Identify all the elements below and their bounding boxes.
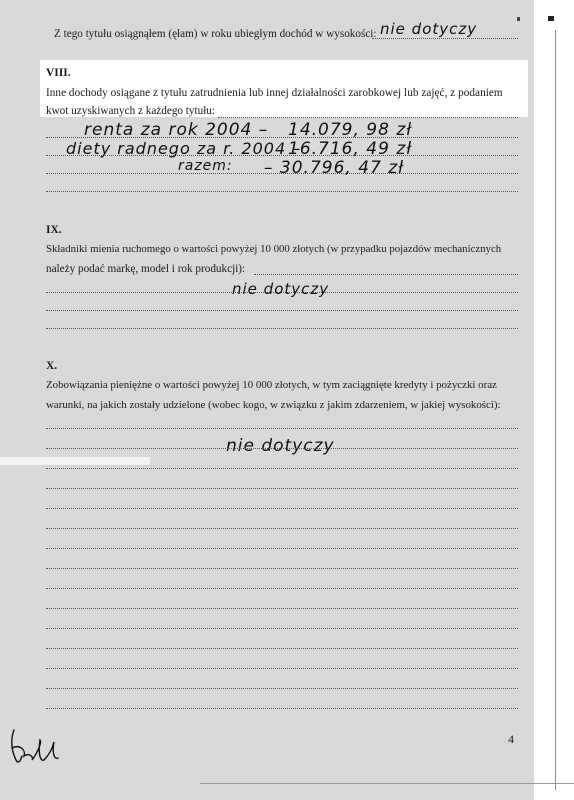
dotted-line <box>46 428 518 429</box>
income-answer: nie dotyczy <box>380 20 478 38</box>
dotted-line <box>46 448 518 449</box>
section-ix-text-line2: należy podać markę, model i rok produkcji): <box>46 263 246 275</box>
dotted-line <box>46 548 518 549</box>
page-number: 4 <box>508 732 514 746</box>
dotted-line <box>46 668 518 669</box>
income-entry-label: renta za rok 2004 – <box>84 120 269 140</box>
dotted-line <box>46 310 518 311</box>
section-viii-heading: VIII. <box>46 67 71 79</box>
dotted-line <box>46 191 518 192</box>
section-ix-text-line1: Składniki mienia ruchomego o wartości powyżej 10 000 złotych (w przypadku pojazdów mechanicznych <box>46 243 502 255</box>
signature <box>4 722 64 772</box>
page-margin <box>534 0 574 800</box>
dotted-line <box>372 38 518 39</box>
income-entry-label: razem: <box>178 158 233 174</box>
dotted-line <box>46 708 518 709</box>
section-ix-answer: nie dotyczy <box>232 280 330 298</box>
dotted-line <box>46 488 518 489</box>
dotted-line <box>46 468 518 469</box>
section-ix-heading: IX. <box>46 224 62 236</box>
dotted-line <box>46 608 518 609</box>
dotted-line <box>46 648 518 649</box>
section-x-answer: nie dotyczy <box>226 436 335 456</box>
section-x-text-line2: warunki, na jakich zostały udzielone (wobec kogo, w związku z jakim zdarzeniem, w jakiej wysokości): <box>46 399 501 411</box>
dotted-line <box>46 328 518 329</box>
dotted-line <box>46 688 518 689</box>
income-label: Z tego tytułu osiągnąłem (ęłam) w roku ubiegłym dochód w wysokości: <box>54 28 377 40</box>
section-viii-text-line1: Inne dochody osiągane z tytułu zatrudnienia lub innej działalności zarobkowej lub zajęć, z podaniem <box>46 87 503 99</box>
dotted-line <box>46 628 518 629</box>
dotted-line <box>218 117 518 118</box>
section-x-heading: X. <box>46 360 58 372</box>
dotted-line <box>254 274 518 275</box>
scan-mark <box>517 17 520 21</box>
section-x-text-line1: Zobowiązania pieniężne o wartości powyżej 10 000 złotych, w tym zaciągnięte kredyty i pożyczki oraz <box>46 379 497 391</box>
section-viii-text-line2: kwot uzyskiwanych z każdego tytułu: <box>46 105 216 117</box>
scan-band-left <box>0 60 40 117</box>
dotted-line <box>46 528 518 529</box>
dotted-line <box>46 588 518 589</box>
scan-white-strip <box>0 457 150 465</box>
dotted-line <box>46 568 518 569</box>
income-entry-amount: 14.079, 98 zł <box>288 120 413 140</box>
page-edge-line <box>555 30 556 790</box>
page-bottom-edge <box>200 783 574 784</box>
scan-mark <box>548 16 554 21</box>
income-entry-amount: – 30.796, 47 zł <box>264 158 405 178</box>
income-entry-label: diety radnego za r. 2004 – <box>66 139 302 158</box>
income-entry-amount: 16.716, 49 zł <box>288 139 413 159</box>
dotted-line <box>46 508 518 509</box>
